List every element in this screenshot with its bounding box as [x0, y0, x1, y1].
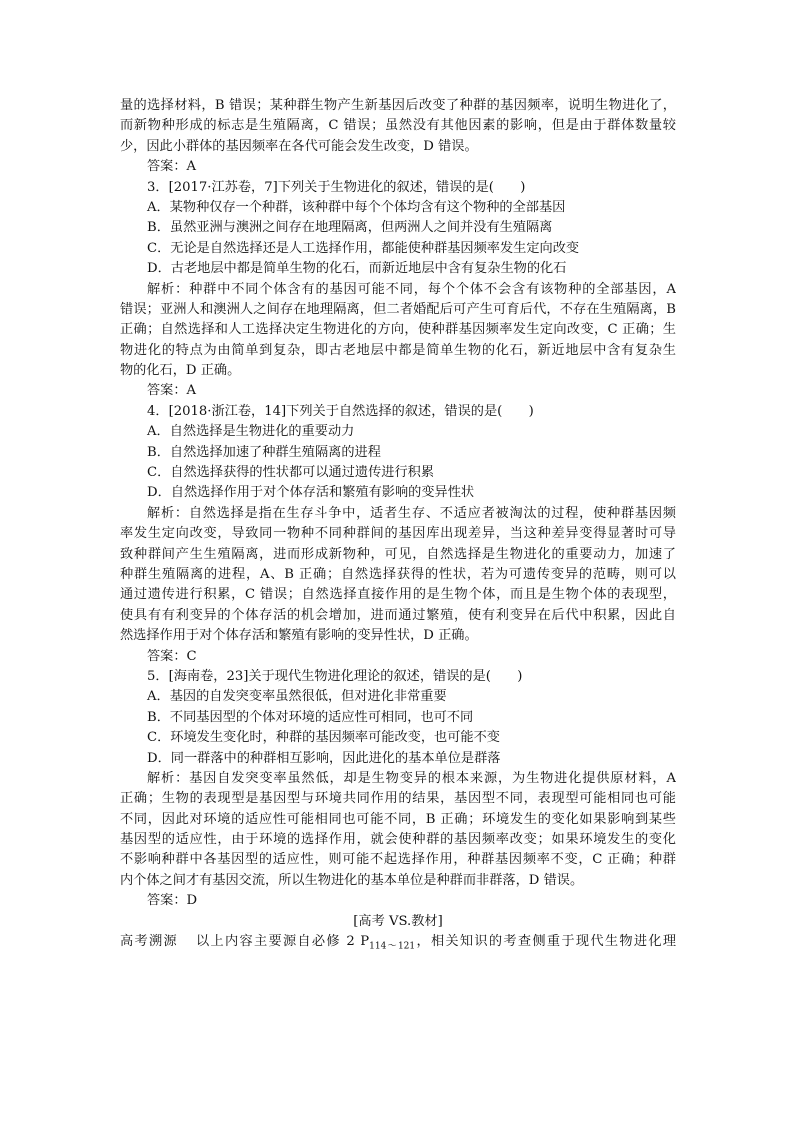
- text-line: 不同，因此对环境的适应性可能相同也可能不同，B 正确；环境发生的变化如果影响到某些: [120, 811, 676, 827]
- analysis-line: 解析：种群中不同个体含有的基因可能不同，每个个体不会含有该物种的全部基因，A: [147, 281, 676, 297]
- answer-line: 答案：A: [147, 383, 197, 399]
- text-line: 率发生定向改变，导致同一物种不同种群间的基因库出现差异，当这种差异变得显著时可导: [120, 526, 676, 542]
- source-label: 高考溯源: [120, 934, 178, 950]
- text-line: 错误；亚洲人和澳洲人之间存在地理隔离，但二者婚配后可产生可育后代，不存在生殖隔离，B: [120, 301, 676, 317]
- document-body: [120, 96, 676, 952]
- text-line: 正确；自然选择和人工选择决定生物进化的方向，使种群基因频率发生定向改变，C 正确；生: [120, 322, 676, 338]
- page-range: 114～121: [369, 941, 416, 952]
- text-line: 而新物种形成的标志是生殖隔离，C 错误；虽然没有其他因素的影响，但是由于群体数量较: [120, 118, 676, 134]
- text-line: 通过遗传进行积累，C 错误；自然选择直接作用的是生物个体，而且是生物个体的表现型，: [120, 587, 676, 603]
- option-line: A．某物种仅存一个种群，该种群中每个个体均含有这个物种的全部基因: [147, 199, 566, 215]
- option-line: C．无论是自然选择还是人工选择作用，都能使种群基因频率发生定向改变: [147, 240, 580, 256]
- text-line: 少，因此小群体的基因频率在各代可能会发生改变，D 错误。: [120, 138, 478, 154]
- option-line: C．环境发生变化时，种群的基因频率可能改变，也可能不变: [147, 730, 500, 746]
- text-line: 使具有有利变异的个体存活的机会增加，进而通过繁殖，使有利变异在后代中积累，因此自: [120, 607, 676, 623]
- text-line: 内个体之间才有基因交流，所以生物进化的基本单位是种群而非群落，D 错误。: [120, 872, 584, 888]
- question-line: 4．[2018·浙江卷，14]下列关于自然选择的叙述，错误的是( ): [147, 403, 534, 419]
- text-line: 基因型的适应性，由于环境的选择作用，就会使种群的基因频率改变；如果环境发生的变化: [120, 832, 676, 848]
- source-text: 以上内容主要源自必修 2 P: [195, 934, 370, 950]
- text-line: 物进化的特点为由简单到复杂，即古老地层中都是简单生物的化石，新近地层中含有复杂生: [120, 342, 676, 358]
- text-line: 种群生殖隔离的进程，A、B 正确；自然选择获得的性状，若为可遗传变异的范畴，则可以: [120, 566, 676, 582]
- answer-line: 答案：A: [147, 159, 197, 175]
- answer-line: 答案：D: [147, 893, 198, 909]
- question-line: 3．[2017·江苏卷，7]下列关于生物进化的叙述，错误的是( ): [147, 179, 526, 195]
- option-line: B．不同基因型的个体对环境的适应性可相同，也可不同: [147, 709, 474, 725]
- option-line: C．自然选择获得的性状都可以通过遗传进行积累: [147, 465, 435, 481]
- analysis-line: 解析：基因自发突变率虽然低，却是生物变异的根本来源，为生物进化提供原材料，A: [147, 770, 676, 786]
- text-line: 然选择作用于对个体存活和繁殖有影响的变异性状，D 正确。: [120, 628, 478, 644]
- option-line: D．同一群落中的种群相互影响，因此进化的基本单位是群落: [147, 750, 501, 766]
- analysis-line: 解析：自然选择是指在生存斗争中，适者生存、不适应者被淘汰的过程，使种群基因频: [147, 505, 676, 521]
- text-line: 量的选择材料，B 错误；某种群生物产生新基因后改变了种群的基因频率，说明生物进化了，: [120, 98, 676, 113]
- option-line: A．基因的自发突变率虽然很低，但对进化非常重要: [147, 689, 447, 705]
- question-line: 5．[海南卷，23]关于现代生物进化理论的叙述，错误的是( ): [147, 668, 523, 684]
- option-line: B．自然选择加速了种群生殖隔离的进程: [147, 444, 381, 460]
- text-line: 致种群间产生生殖隔离，进而形成新物种，可见，自然选择是生物进化的重要动力，加速了: [120, 546, 676, 562]
- source-line: [120, 932, 676, 952]
- section-heading: [高考 VS.教材]: [353, 913, 443, 929]
- text-line: 正确；生物的表现型是基因型与环境共同作用的结果，基因型不同，表现型可能相同也可能: [120, 791, 676, 807]
- option-line: D．古老地层中都是简单生物的化石，而新近地层中含有复杂生物的化石: [147, 261, 567, 277]
- answer-line: 答案：C: [147, 648, 197, 664]
- option-line: A．自然选择是生物进化的重要动力: [147, 424, 355, 440]
- text-line: 不影响种群中各基因型的适应性，则可能不起选择作用，种群基因频率不变，C 正确；种群: [120, 852, 676, 868]
- option-line: B．虽然亚洲与澳洲之间存在地理隔离，但两洲人之间并没有生殖隔离: [147, 220, 553, 236]
- source-text-rest: ，相关知识的考查侧重于现代生物进化理: [415, 934, 676, 950]
- text-line: 物的化石，D 正确。: [120, 363, 241, 379]
- option-line: D．自然选择作用于对个体存活和繁殖有影响的变异性状: [147, 485, 475, 501]
